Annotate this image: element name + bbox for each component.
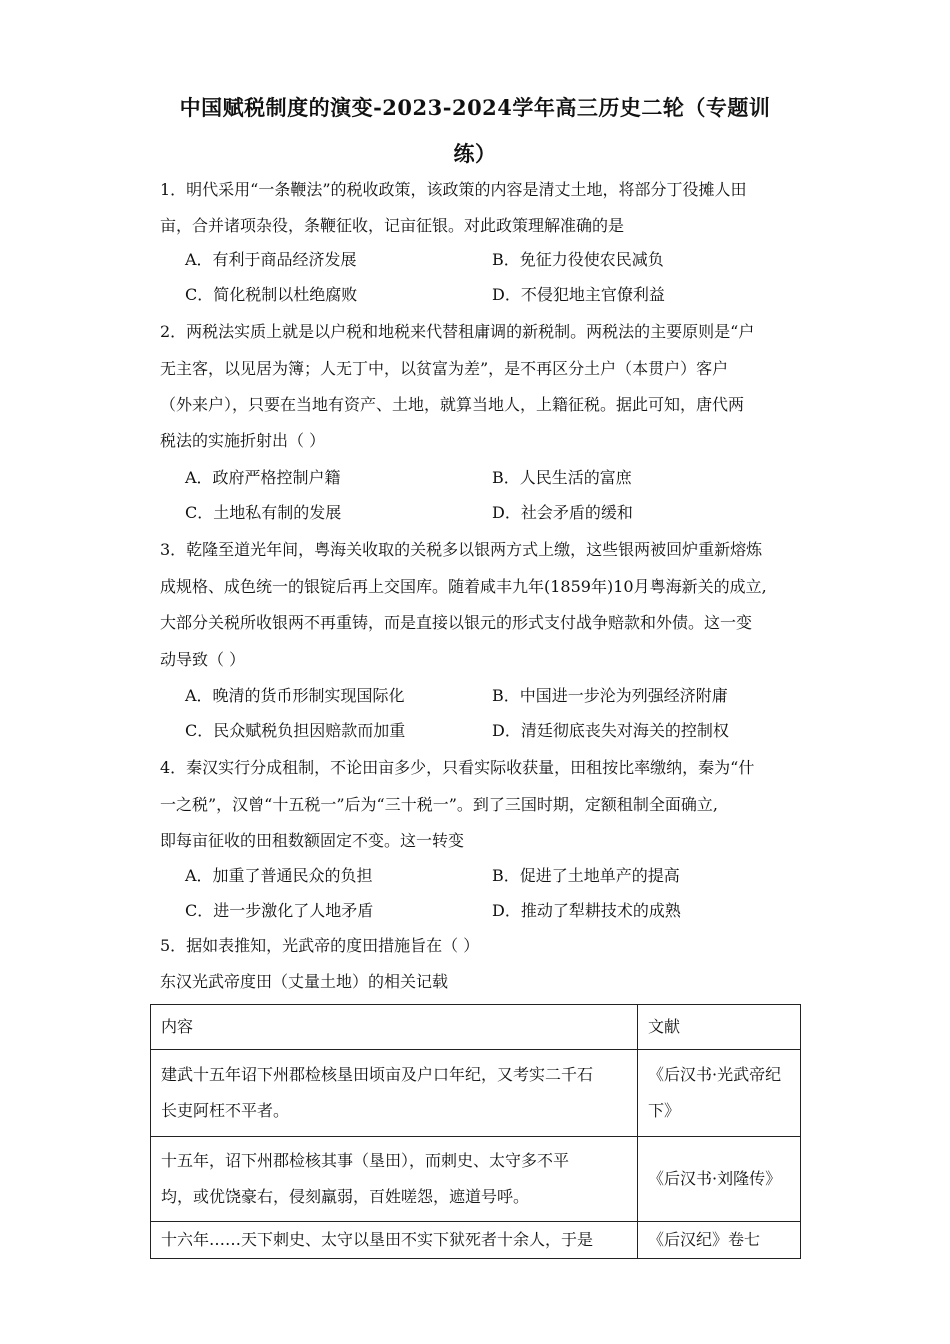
question-text-line: 2．两税法实质上就是以户税和地税来代替租庸调的新税制。两税法的主要原则是“户 [160, 322, 755, 341]
question-text-line: 3．乾隆至道光年间，粤海关收取的关税多以银两方式上缴，这些银两被回炉重新熔炼 [160, 540, 763, 559]
option-a[interactable]: A．加重了普通民众的负担 [185, 866, 373, 885]
option-b[interactable]: B．免征力役使农民减负 [492, 250, 664, 269]
option-d[interactable]: D．不侵犯地主官僚利益 [492, 285, 665, 304]
cell-line: 建武十五年诏下州郡检核垦田顷亩及户口年纪，又考实二千石 [161, 1065, 594, 1084]
question-text-line: （外来户），只要在当地有资产、土地，就算当地人，上籍征税。据此可知，唐代两 [160, 395, 745, 414]
question-text-line: 一之税”，汉曾“十五税一”后为“三十税一”。到了三国时期，定额租制全面确立, [160, 795, 718, 814]
option-a[interactable]: A．晚清的货币形制实现国际化 [185, 686, 405, 705]
option-d[interactable]: D．推动了犁耕技术的成熟 [492, 901, 681, 920]
table-row [151, 1050, 801, 1137]
option-b[interactable]: B．人民生活的富庶 [492, 468, 632, 487]
table-cell-content [151, 1050, 638, 1137]
option-c[interactable]: C．进一步激化了人地矛盾 [185, 901, 374, 920]
question-text-line: 税法的实施折射出（ ） [160, 431, 326, 450]
cell-line: 长吏阿枉不平者。 [161, 1101, 290, 1120]
table-cell-content [151, 1137, 638, 1222]
option-d[interactable]: D．社会矛盾的缓和 [492, 503, 633, 522]
option-d[interactable]: D．清廷彻底丧失对海关的控制权 [492, 721, 729, 740]
table-row [151, 1222, 801, 1259]
option-a[interactable]: A．政府严格控制户籍 [185, 468, 341, 487]
option-b[interactable]: B．中国进一步沦为列强经济附庸 [492, 686, 728, 705]
option-c[interactable]: C．简化税制以杜绝腐败 [185, 285, 358, 304]
table-header-row [151, 1005, 801, 1050]
question-text-line: 亩，合并诸项杂役，条鞭征收，记亩征银。对此政策理解准确的是 [160, 216, 625, 235]
option-a[interactable]: A．有利于商品经济发展 [185, 250, 357, 269]
question-text-line: 4．秦汉实行分成租制，不论田亩多少，只看实际收获量，田租按比率缴纳，秦为“什 [160, 758, 755, 777]
question-text-line: 5．据如表推知，光武帝的度田措施旨在（ ） [160, 936, 480, 955]
cell-line: 十五年，诏下州郡检核其事（垦田），而刺史、太守多不平 [161, 1151, 570, 1170]
question-text-line: 动导致（ ） [160, 650, 246, 669]
cell-line: 十六年……天下刺史、太守以垦田不实下狱死者十余人，于是 [161, 1230, 594, 1249]
question-text-line: 无主客，以见居为簿；人无丁中，以贫富为差”，是不再区分土户（本贯户）客户 [160, 359, 729, 378]
question-text-line: 即每亩征收的田租数额固定不变。这一转变 [160, 831, 465, 850]
option-c[interactable]: C．民众赋税负担因赔款而加重 [185, 721, 406, 740]
option-b[interactable]: B．促进了土地单产的提高 [492, 866, 680, 885]
records-table [150, 1004, 801, 1259]
cell-line: 《后汉书·刘隆传》 [648, 1169, 782, 1188]
cell-line: 《后汉纪》卷七 [648, 1230, 761, 1249]
question-text-line: 成规格、成色统一的银锭后再上交国库。随着咸丰九年(1859年)10月粤海新关的成立, [160, 577, 767, 596]
table-cell-source [638, 1222, 801, 1259]
table-row [151, 1137, 801, 1222]
page-title-line-2: 练） [453, 141, 497, 166]
option-c[interactable]: C．土地私有制的发展 [185, 503, 342, 522]
table-cell-source [638, 1050, 801, 1137]
cell-line: 《后汉书·光武帝纪 [648, 1065, 782, 1084]
table-cell-source [638, 1137, 801, 1222]
table-caption: 东汉光武帝度田（丈量土地）的相关记载 [160, 972, 449, 991]
cell-line: 均，或优饶豪右，侵刻羸弱，百姓嗟怨，遮道号呼。 [161, 1187, 530, 1206]
cell-line: 下》 [648, 1101, 681, 1120]
page-title-line-1: 中国赋税制度的演变-2023-2024学年高三历史二轮（专题训 [179, 95, 771, 120]
question-text-line: 1．明代采用“一条鞭法”的税收政策，该政策的内容是清丈土地，将部分丁役摊人田 [160, 180, 747, 199]
table-header-content: 内容 [151, 1005, 638, 1050]
table-cell-content [151, 1222, 638, 1259]
table-header-source: 文献 [638, 1005, 801, 1050]
question-text-line: 大部分关税所收银两不再重铸，而是直接以银元的形式支付战争赔款和外债。这一变 [160, 613, 753, 632]
